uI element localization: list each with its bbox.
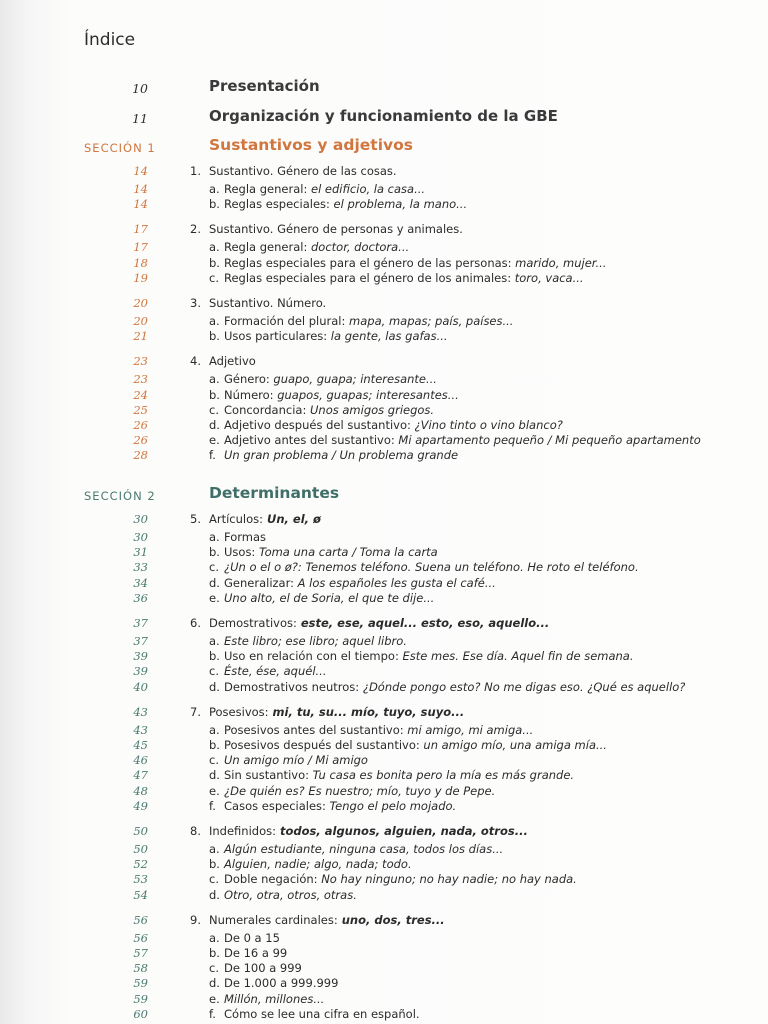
entry-page-number: 10 bbox=[132, 81, 148, 96]
subtopic-page-number: 54 bbox=[133, 887, 148, 902]
topic-number: 2. bbox=[190, 222, 201, 237]
section-title[interactable]: Sustantivos y adjetivos bbox=[209, 136, 414, 154]
subtopic-title[interactable] bbox=[224, 931, 280, 945]
subtopic-letter: d. bbox=[209, 679, 220, 694]
topic-examples: Un, el, ø bbox=[263, 512, 321, 526]
subtopic-page-number: 39 bbox=[133, 664, 148, 679]
topic-title[interactable] bbox=[209, 913, 445, 927]
subtopic-page-number: 45 bbox=[133, 738, 148, 752]
subtopic-page-number: 39 bbox=[133, 649, 148, 664]
subtopic-label: Formas bbox=[224, 530, 267, 544]
subtopic-letter: a. bbox=[209, 182, 220, 196]
subtopic-title[interactable] bbox=[224, 961, 302, 975]
subtopic-label: Demostrativos neutros: bbox=[224, 679, 360, 694]
subtopic-page-number: 33 bbox=[133, 560, 148, 575]
topic-page-number: 14 bbox=[133, 164, 148, 178]
subtopic-page-number: 56 bbox=[133, 930, 148, 945]
subtopic-title[interactable] bbox=[224, 240, 409, 254]
topic-number: 7. bbox=[190, 704, 201, 719]
subtopic-letter: b. bbox=[209, 255, 220, 270]
subtopic-title[interactable] bbox=[224, 976, 338, 990]
topic-number: 8. bbox=[190, 824, 201, 838]
subtopic-label: Reglas especiales: bbox=[224, 197, 330, 212]
subtopic-examples: un amigo mío, una amiga mía... bbox=[419, 738, 607, 752]
subtopic-title[interactable] bbox=[224, 314, 513, 328]
subtopic-page-number: 28 bbox=[133, 448, 148, 463]
subtopic-letter: d. bbox=[209, 575, 220, 590]
subtopic-examples: ¿Dónde pongo esto? No me digas eso. ¿Qué es aquello? bbox=[359, 679, 686, 694]
subtopic-title[interactable] bbox=[224, 723, 533, 737]
subtopic-examples: Un amigo mío / Mi amigo bbox=[224, 753, 368, 768]
subtopic-page-number: 17 bbox=[133, 240, 148, 255]
subtopic-page-number: 36 bbox=[133, 590, 148, 605]
topic-title[interactable] bbox=[209, 164, 397, 178]
subtopic-title[interactable] bbox=[224, 857, 412, 871]
subtopic-letter: e. bbox=[209, 433, 220, 448]
subtopic-label: Regla general: bbox=[224, 240, 308, 255]
subtopic-page-number: 30 bbox=[133, 530, 148, 544]
subtopic-examples: Uno alto, el de Soria, el que te dije... bbox=[224, 590, 435, 605]
subtopic-title[interactable] bbox=[224, 372, 437, 386]
subtopic-page-number: 52 bbox=[133, 857, 148, 872]
subtopic-letter: e. bbox=[209, 783, 220, 798]
subtopic-examples: mapa, mapas; país, países... bbox=[345, 314, 514, 328]
subtopic-page-number: 19 bbox=[133, 270, 148, 285]
entry-page-number: 11 bbox=[132, 111, 148, 126]
topic-number: 5. bbox=[190, 512, 201, 526]
topic-label: Sustantivo. Número. bbox=[209, 296, 327, 310]
subtopic-letter: c. bbox=[209, 753, 219, 768]
subtopic-label: De 1.000 a 999.999 bbox=[224, 976, 339, 991]
subtopic-title[interactable] bbox=[224, 388, 459, 402]
subtopic-page-number: 18 bbox=[133, 255, 148, 270]
subtopic-examples: Un gran problema / Un problema grande bbox=[224, 448, 459, 463]
subtopic-page-number: 48 bbox=[133, 783, 148, 798]
topic-number: 4. bbox=[190, 354, 201, 369]
subtopic-letter: b. bbox=[209, 329, 220, 344]
subtopic-examples: No hay ninguno; no hay nadie; no hay nada. bbox=[317, 872, 577, 887]
topic-label: Indefinidos: bbox=[209, 824, 276, 838]
subtopic-page-number: 37 bbox=[133, 634, 148, 648]
subtopic-letter: a. bbox=[209, 530, 220, 544]
subtopic-letter: b. bbox=[209, 946, 220, 960]
subtopic-label: De 100 a 999 bbox=[224, 961, 302, 976]
subtopic-letter: b. bbox=[209, 387, 220, 402]
subtopic-examples: guapos, guapas; interesantes... bbox=[273, 387, 459, 402]
subtopic-title[interactable] bbox=[224, 403, 434, 417]
subtopic-title[interactable] bbox=[224, 182, 425, 196]
subtopic-label: Adjetivo después del sustantivo: bbox=[224, 418, 411, 432]
subtopic-page-number: 23 bbox=[133, 372, 148, 387]
section-title[interactable]: Determinantes bbox=[209, 484, 340, 502]
subtopic-page-number: 43 bbox=[133, 722, 148, 737]
subtopic-letter: e. bbox=[209, 590, 220, 605]
subtopic-title[interactable] bbox=[224, 530, 266, 544]
subtopic-letter: a. bbox=[209, 314, 220, 328]
subtopic-label: Cómo se lee una cifra en español. bbox=[224, 1006, 420, 1021]
subtopic-examples: Otro, otra, otros, otras. bbox=[224, 887, 357, 902]
subtopic-label: Usos particulares: bbox=[224, 329, 328, 344]
subtopic-title[interactable] bbox=[224, 271, 584, 285]
subtopic-label: Sin sustantivo: bbox=[224, 768, 309, 783]
topic-examples: todos, algunos, alguien, nada, otros... bbox=[275, 824, 528, 838]
topic-label: Posesivos: bbox=[209, 704, 269, 719]
page-title: Índice bbox=[84, 30, 136, 50]
subtopic-examples: guapo, guapa; interesante... bbox=[269, 372, 437, 387]
subtopic-title[interactable] bbox=[224, 545, 438, 559]
subtopic-letter: a. bbox=[209, 372, 220, 387]
subtopic-title[interactable] bbox=[224, 888, 357, 902]
section-label: SECCIÓN 2 bbox=[84, 489, 156, 503]
topic-number: 6. bbox=[190, 616, 201, 630]
topic-label: Sustantivo. Género de personas y animales. bbox=[209, 222, 463, 237]
topic-title[interactable] bbox=[209, 512, 321, 526]
subtopic-page-number: 46 bbox=[133, 753, 148, 768]
subtopic-examples: Algún estudiante, ninguna casa, todos los días... bbox=[224, 842, 504, 856]
topic-examples: uno, dos, tres... bbox=[337, 912, 445, 927]
topic-number: 3. bbox=[190, 296, 201, 310]
subtopic-page-number: 14 bbox=[133, 182, 148, 196]
subtopic-label: Regla general: bbox=[224, 182, 308, 196]
subtopic-page-number: 20 bbox=[133, 314, 148, 328]
subtopic-examples: Mi apartamento pequeño / Mi pequeño apartamento bbox=[394, 433, 701, 448]
subtopic-page-number: 47 bbox=[133, 768, 148, 783]
subtopic-title[interactable] bbox=[224, 634, 407, 648]
subtopic-letter: a. bbox=[209, 634, 220, 648]
subtopic-page-number: 26 bbox=[133, 433, 148, 448]
subtopic-title[interactable] bbox=[224, 842, 503, 856]
subtopic-title[interactable] bbox=[224, 560, 639, 574]
topic-label: Artículos: bbox=[209, 512, 264, 526]
subtopic-page-number: 34 bbox=[133, 575, 148, 590]
subtopic-label: Casos especiales: bbox=[224, 798, 326, 813]
subtopic-letter: d. bbox=[209, 418, 220, 432]
subtopic-title[interactable] bbox=[224, 664, 326, 678]
subtopic-page-number: 53 bbox=[133, 872, 148, 887]
topic-page-number: 50 bbox=[133, 824, 148, 838]
subtopic-title[interactable] bbox=[224, 418, 563, 432]
topic-title[interactable] bbox=[209, 824, 528, 838]
subtopic-examples: toro, vaca... bbox=[511, 270, 584, 285]
subtopic-title[interactable] bbox=[224, 753, 368, 767]
subtopic-examples: doctor, doctora... bbox=[307, 240, 410, 255]
subtopic-page-number: 50 bbox=[133, 842, 148, 856]
subtopic-label: Uso en relación con el tiempo: bbox=[224, 649, 399, 664]
subtopic-page-number: 26 bbox=[133, 418, 148, 432]
subtopic-label: Concordancia: bbox=[224, 402, 307, 417]
entry-title[interactable]: Presentación bbox=[209, 77, 320, 95]
subtopic-examples: ¿Vino tinto o vino blanco? bbox=[410, 418, 563, 432]
subtopic-examples: mi amigo, mi amiga... bbox=[403, 722, 534, 737]
subtopic-label: Generalizar: bbox=[224, 575, 294, 590]
subtopic-page-number: 59 bbox=[133, 976, 148, 991]
subtopic-title[interactable] bbox=[224, 197, 467, 211]
subtopic-title[interactable] bbox=[224, 799, 456, 813]
subtopic-letter: c. bbox=[209, 664, 219, 679]
subtopic-letter: f. bbox=[209, 798, 216, 813]
subtopic-letter: c. bbox=[209, 961, 219, 976]
subtopic-letter: f. bbox=[209, 448, 216, 463]
subtopic-label: Reglas especiales para el género de las personas: bbox=[224, 255, 512, 270]
subtopic-letter: a. bbox=[209, 722, 220, 737]
subtopic-letter: b. bbox=[209, 197, 220, 212]
entry-title[interactable]: Organización y funcionamiento de la GBE bbox=[209, 107, 558, 125]
subtopic-label: De 16 a 99 bbox=[224, 946, 288, 960]
subtopic-page-number: 58 bbox=[133, 961, 148, 976]
subtopic-letter: c. bbox=[209, 402, 219, 417]
topic-page-number: 43 bbox=[133, 704, 148, 719]
topic-number: 1. bbox=[190, 164, 201, 178]
subtopic-title[interactable] bbox=[224, 768, 574, 782]
subtopic-page-number: 60 bbox=[133, 1006, 148, 1021]
topic-label: Demostrativos: bbox=[209, 616, 297, 630]
topic-page-number: 17 bbox=[133, 222, 148, 237]
subtopic-letter: c. bbox=[209, 872, 219, 887]
subtopic-title[interactable] bbox=[224, 1007, 420, 1021]
subtopic-letter: c. bbox=[209, 560, 219, 575]
subtopic-examples: ¿De quién es? Es nuestro; mío, tuyo y de Pepe. bbox=[224, 783, 496, 798]
subtopic-examples: Este mes. Ese día. Aquel fin de semana. bbox=[398, 649, 634, 664]
topic-title[interactable] bbox=[209, 222, 463, 236]
subtopic-label: Doble negación: bbox=[224, 872, 318, 887]
topic-page-number: 56 bbox=[133, 912, 148, 927]
subtopic-label: Posesivos antes del sustantivo: bbox=[224, 722, 404, 737]
subtopic-label: Género: bbox=[224, 372, 270, 387]
subtopic-title[interactable] bbox=[224, 256, 606, 270]
subtopic-label: De 0 a 15 bbox=[224, 930, 280, 945]
subtopic-examples: Toma una carta / Toma la carta bbox=[255, 545, 438, 560]
subtopic-examples: Alguien, nadie; algo, nada; todo. bbox=[224, 857, 412, 872]
subtopic-examples: Millón, millones... bbox=[224, 991, 325, 1006]
subtopic-title[interactable] bbox=[224, 946, 287, 960]
subtopic-examples: Éste, ése, aquél... bbox=[224, 664, 327, 679]
topic-number: 9. bbox=[190, 912, 201, 927]
subtopic-page-number: 21 bbox=[133, 329, 148, 344]
topic-label: Adjetivo bbox=[209, 354, 256, 369]
subtopic-examples: marido, mujer... bbox=[511, 255, 607, 270]
topic-title[interactable] bbox=[209, 616, 549, 630]
subtopic-title[interactable] bbox=[224, 591, 434, 605]
subtopic-title[interactable] bbox=[224, 576, 496, 590]
topic-label: Sustantivo. Género de las cosas. bbox=[209, 164, 397, 178]
subtopic-examples: Unos amigos griegos. bbox=[306, 402, 435, 417]
subtopic-page-number: 25 bbox=[133, 402, 148, 417]
topic-page-number: 37 bbox=[133, 616, 148, 630]
subtopic-label: Posesivos después del sustantivo: bbox=[224, 738, 420, 752]
topic-page-number: 23 bbox=[133, 354, 148, 369]
subtopic-letter: b. bbox=[209, 738, 220, 752]
subtopic-page-number: 57 bbox=[133, 946, 148, 960]
subtopic-letter: b. bbox=[209, 649, 220, 664]
topic-examples: mi, tu, su... mío, tuyo, suyo... bbox=[268, 704, 465, 719]
topic-examples: este, ese, aquel... esto, eso, aquello... bbox=[296, 616, 550, 630]
subtopic-letter: a. bbox=[209, 240, 220, 255]
subtopic-page-number: 59 bbox=[133, 991, 148, 1006]
subtopic-examples: Tengo el pelo mojado. bbox=[325, 798, 457, 813]
topic-page-number: 30 bbox=[133, 512, 148, 526]
subtopic-page-number: 31 bbox=[133, 545, 148, 560]
subtopic-letter: a. bbox=[209, 930, 220, 945]
subtopic-title[interactable] bbox=[224, 738, 607, 752]
subtopic-letter: f. bbox=[209, 1006, 216, 1021]
subtopic-examples: ¿Un o el o ø?: Tenemos teléfono. Suena un teléfono. He roto el teléfono. bbox=[224, 560, 639, 575]
subtopic-label: Reglas especiales para el género de los animales: bbox=[224, 270, 512, 285]
topic-title[interactable] bbox=[209, 705, 464, 719]
subtopic-letter: d. bbox=[209, 768, 220, 783]
section-label: SECCIÓN 1 bbox=[84, 141, 156, 155]
subtopic-label: Usos: bbox=[224, 545, 256, 560]
subtopic-title[interactable] bbox=[224, 433, 701, 447]
subtopic-title[interactable] bbox=[224, 329, 448, 343]
subtopic-label: Adjetivo antes del sustantivo: bbox=[224, 433, 395, 448]
subtopic-examples: Este libro; ese libro; aquel libro. bbox=[224, 634, 407, 648]
subtopic-page-number: 49 bbox=[133, 798, 148, 813]
subtopic-label: Formación del plural: bbox=[224, 314, 346, 328]
subtopic-examples: el problema, la mano... bbox=[329, 197, 468, 212]
subtopic-page-number: 14 bbox=[133, 197, 148, 212]
subtopic-title[interactable] bbox=[224, 784, 495, 798]
subtopic-letter: b. bbox=[209, 857, 220, 872]
subtopic-page-number: 24 bbox=[133, 387, 148, 402]
subtopic-title[interactable] bbox=[224, 680, 685, 694]
topic-title[interactable] bbox=[209, 354, 256, 368]
subtopic-examples: la gente, las gafas... bbox=[327, 329, 448, 344]
topic-title[interactable] bbox=[209, 296, 326, 310]
subtopic-title[interactable] bbox=[224, 649, 634, 663]
subtopic-title[interactable] bbox=[224, 872, 577, 886]
subtopic-letter: c. bbox=[209, 270, 219, 285]
subtopic-letter: b. bbox=[209, 545, 220, 560]
subtopic-examples: Tu casa es bonita pero la mía es más grande. bbox=[308, 768, 575, 783]
subtopic-label: Número: bbox=[224, 387, 274, 402]
subtopic-examples: el edificio, la casa... bbox=[307, 182, 426, 196]
topic-label: Numerales cardinales: bbox=[209, 912, 338, 927]
subtopic-letter: d. bbox=[209, 887, 220, 902]
subtopic-letter: a. bbox=[209, 842, 220, 856]
subtopic-letter: e. bbox=[209, 991, 220, 1006]
subtopic-title[interactable] bbox=[224, 992, 324, 1006]
subtopic-letter: d. bbox=[209, 976, 220, 991]
subtopic-title[interactable] bbox=[224, 448, 458, 462]
subtopic-examples: A los españoles les gusta el café... bbox=[294, 575, 496, 590]
topic-page-number: 20 bbox=[133, 296, 148, 310]
subtopic-page-number: 40 bbox=[133, 679, 148, 694]
